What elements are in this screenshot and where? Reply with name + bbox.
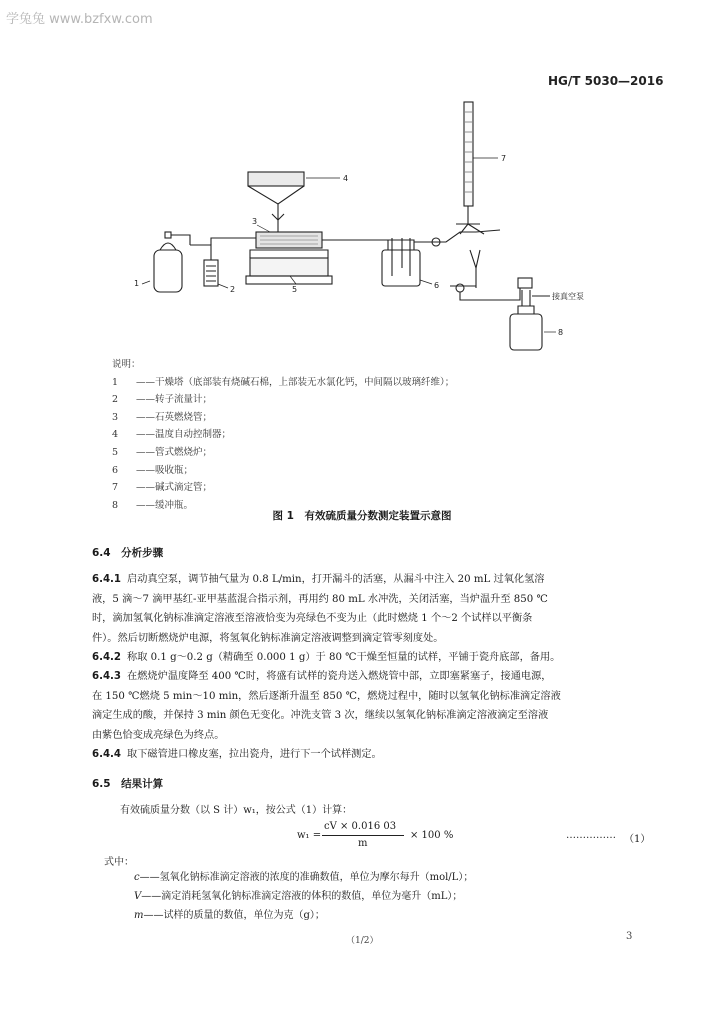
legend-text: ——干燥塔（底部装有烧碱石棉，上部装无水氯化钙，中间隔以玻璃纤维）； xyxy=(136,376,455,388)
figure-caption: 图 1 有效硫质量分数测定装置示意图 xyxy=(272,510,452,522)
paragraph-6-4-4 xyxy=(92,745,632,765)
legend-num: 5 xyxy=(112,446,119,458)
formula-lhs: w₁ = xyxy=(297,830,322,841)
vacuum-line xyxy=(450,278,550,300)
quartz-tube xyxy=(256,232,392,248)
clause-number: 6.4.2 xyxy=(92,652,122,663)
clause-number: 6.4.3 xyxy=(92,671,122,682)
formula-denominator: m xyxy=(358,838,368,849)
callout-2: 2 xyxy=(230,285,236,294)
legend-num: 2 xyxy=(112,394,119,406)
legend-text: ——管式燃烧炉； xyxy=(136,446,213,458)
fraction-bar xyxy=(322,835,404,836)
legend-item xyxy=(112,409,454,427)
buffer-bottle xyxy=(510,290,542,350)
text-line: 滴定生成的酸，并保持 3 min 颜色无变化。冲洗支管 3 次，继续以氢氧化钠标准滴定溶液滴定至溶液 xyxy=(92,710,549,721)
legend-item xyxy=(112,462,454,480)
callout-4: 4 xyxy=(343,174,349,183)
figure-legend xyxy=(112,356,454,514)
text-line: 称取 0.1 g～0.2 g（精确至 0.000 1 g）于 80 ℃干燥至恒量的试样，平铺于瓷舟底部，备用。 xyxy=(127,652,561,663)
legend-text: ——石英燃烧管； xyxy=(136,411,213,423)
variable-row xyxy=(134,868,473,887)
legend-text: ——温度自动控制器； xyxy=(136,429,232,441)
variable-text: ——氢氧化钠标准滴定溶液的浓度的准确数值，单位为摩尔每升（mol/L）； xyxy=(139,872,474,883)
callout-3: 3 xyxy=(252,217,258,226)
formula-dots: …………… xyxy=(566,830,616,841)
variable-list xyxy=(134,868,473,925)
clause-number: 6.4.1 xyxy=(92,574,122,585)
legend-item xyxy=(112,374,454,392)
callout-1: 1 xyxy=(134,279,140,288)
where-label: 式中： xyxy=(104,857,134,868)
paragraph-6-4-1 xyxy=(92,570,632,648)
footer-center: （1/2） xyxy=(346,936,379,946)
formula-number: （1） xyxy=(624,834,651,845)
page-number: 3 xyxy=(626,931,633,942)
tube-furnace xyxy=(246,250,332,284)
legend-item xyxy=(112,426,454,444)
clause-number: 6.4.4 xyxy=(92,749,122,760)
variable-symbol: c xyxy=(134,872,140,883)
legend-text: ——转子流量计； xyxy=(136,394,213,406)
text-line: 时，滴加氢氧化钠标准滴定溶液至溶液恰变为亮绿色不变为止（此时燃烧 1 个～2 个试样以平衡条 xyxy=(92,613,533,624)
variable-row xyxy=(134,906,473,925)
legend-num: 1 xyxy=(112,376,119,388)
watermark: 学兔兔 www.bzfxw.com xyxy=(6,12,153,27)
legend-num: 4 xyxy=(112,429,119,441)
text-line: 取下磁管进口橡皮塞，拉出瓷舟，进行下一个试样测定。 xyxy=(127,749,382,760)
burette xyxy=(456,102,500,288)
drying-tower xyxy=(154,232,190,292)
text-line: 件）。然后切断燃烧炉电源，将氢氧化钠标准滴定溶液调整到滴定管零刻度处。 xyxy=(92,632,444,644)
formula-tail: × 100 % xyxy=(410,830,454,841)
apparatus-diagram xyxy=(120,100,640,355)
legend-num: 7 xyxy=(112,482,119,494)
legend-num: 6 xyxy=(112,464,119,476)
formula-numerator: cV × 0.016 03 xyxy=(324,821,397,832)
legend-title: 说明： xyxy=(112,359,141,370)
text-line: 液，5 滴～7 滴甲基红-亚甲基蓝混合指示剂，再用约 80 mL 水冲洗，关闭活塞，当炉温升至 850 ℃ xyxy=(92,593,548,605)
legend-item xyxy=(112,391,454,409)
paragraph-6-4-2 xyxy=(92,648,632,668)
text-line: 在燃烧炉温度降至 400 ℃时，将盛有试样的瓷舟送入燃烧管中部，立即塞紧塞子，接通电源， xyxy=(127,671,552,682)
standard-number: HG/T 5030—2016 xyxy=(548,74,664,88)
legend-item xyxy=(112,444,454,462)
paragraph-6-4-3 xyxy=(92,667,632,745)
formula-1 xyxy=(0,818,724,854)
variable-symbol: m xyxy=(134,910,144,921)
legend-num: 3 xyxy=(112,411,119,423)
legend-item xyxy=(112,479,454,497)
section-heading-6-4: 6.4 分析步骤 xyxy=(92,547,164,559)
absorption-bottle xyxy=(382,232,476,286)
legend-text: ——缓冲瓶。 xyxy=(136,499,194,511)
callout-7: 7 xyxy=(501,154,507,163)
legend-num: 8 xyxy=(112,499,119,511)
variable-text: ——试样的质量的数值，单位为克（g）； xyxy=(143,910,325,921)
text-line: 启动真空泵，调节抽气量为 0.8 L/min，打开漏斗的活塞，从漏斗中注入 20 mL 过氧化氢溶 xyxy=(127,574,545,585)
callout-8: 8 xyxy=(558,328,564,337)
text-line: 由紫色恰变成亮绿色为终点。 xyxy=(92,729,225,741)
calc-intro: 有效硫质量分数（以 S 计）w₁，按公式（1）计算： xyxy=(120,805,353,816)
variable-symbol: V xyxy=(134,891,142,902)
legend-text: ——碱式滴定管； xyxy=(136,482,213,494)
variable-text: ——滴定消耗氢氧化钠标准滴定溶液的体积的数值，单位为毫升（mL）； xyxy=(141,891,463,902)
callout-5: 5 xyxy=(292,285,298,294)
section-heading-6-5: 6.5 结果计算 xyxy=(92,778,164,790)
callout-6: 6 xyxy=(434,281,440,290)
vacuum-label: 接真空泵 xyxy=(552,292,584,301)
text-line: 在 150 ℃燃烧 5 min～10 min，然后逐渐升温至 850 ℃，燃烧过程中，随时以氢氧化钠标准滴定溶液 xyxy=(92,690,561,702)
variable-row xyxy=(134,887,473,906)
legend-text: ——吸收瓶； xyxy=(136,464,194,476)
